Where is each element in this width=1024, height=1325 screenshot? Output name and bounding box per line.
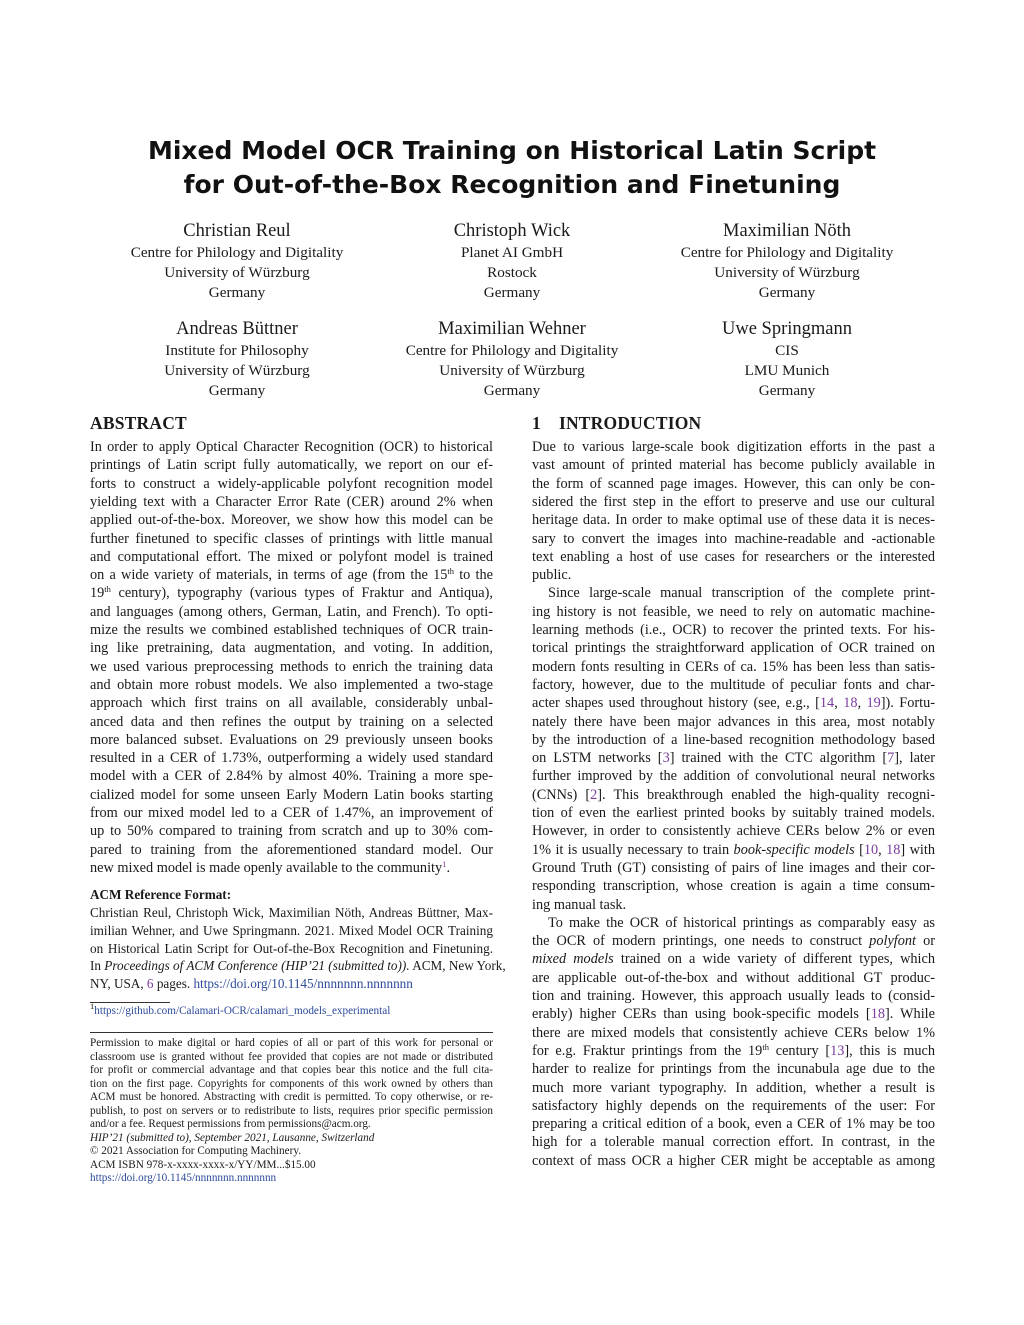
abstract-line: [90, 859, 493, 877]
intro-text: trained on a wide variety of different types, which: [620, 951, 936, 968]
citation-link[interactable]: 2: [590, 786, 598, 803]
abstract-line: and languages (among others, German, Latin, and French). To opti-: [90, 603, 493, 620]
permission-line: tion on the first page. Copyrights for components of this work owned by others than: [90, 1077, 493, 1090]
abstract-line: pared to training from the aforementioned standard model. Our: [90, 841, 493, 858]
copyright-line: © 2021 Association for Computing Machinery.: [90, 1145, 301, 1157]
permission-doi-link[interactable]: https://doi.org/10.1145/nnnnnnn.nnnnnnn: [90, 1172, 277, 1184]
author-affiliation: Germany: [758, 382, 816, 399]
abstract-line: [90, 584, 493, 602]
intro-line: tion of even the earliest printed books by suitably trained models.: [532, 805, 935, 821]
abstract-line: more balanced subset. Evaluations on 29 previously unseen books: [90, 731, 493, 748]
superscript: th: [447, 566, 454, 577]
abstract-line: anced data and then refines the output by training on a selected: [90, 713, 493, 730]
permission-line: publish, to post on servers or to redistribute to lists, requires prior specific permission: [90, 1104, 493, 1117]
isbn-line: ACM ISBN 978-x-xxxx-xxxx-x/YY/MM...$15.00: [90, 1158, 316, 1171]
intro-line: 1% it is usually necessary to train book-specific models [10, 18] with: [532, 841, 936, 858]
abstract-line: mize the results we combined established techniques of OCR train-: [90, 622, 493, 638]
intro-emphasis: mixed models: [532, 951, 614, 968]
section-number: 1: [532, 413, 541, 433]
superscript: th: [104, 584, 111, 595]
abstract-line: model with a CER of 2.84% by almost 40%. Training a more spe-: [90, 768, 493, 785]
intro-line: high for a tolerable manual correction effort. In contrast, in the: [532, 1134, 935, 1151]
author-affiliation: Centre for Philology and Digitality: [680, 244, 894, 261]
abstract-line: further finetuned to specific classes of printings with little manual: [90, 530, 493, 547]
footnote-rule: [90, 1002, 170, 1003]
abstract-line: forts to construct a widely-applicable polyfont recognition model: [90, 475, 493, 492]
footnote-mark[interactable]: 1: [442, 858, 447, 869]
intro-line: satisfactory highly depends on the requirements of the user: For: [532, 1097, 935, 1114]
acm-ref-text: NY, USA,: [90, 976, 144, 992]
author-affiliation: Germany: [483, 284, 541, 301]
author-affiliation: University of Würzburg: [439, 362, 585, 379]
intro-line: public.: [532, 567, 572, 584]
acm-ref-text: pages.: [156, 976, 191, 992]
intro-text: on LSTM networks [: [532, 750, 663, 767]
superscript: th: [762, 1041, 769, 1052]
intro-line: vast amount of printed material has become publicly available in: [532, 457, 935, 474]
intro-text: ]. While: [885, 1006, 935, 1023]
author-affiliation: CIS: [775, 342, 799, 359]
page-count-link[interactable]: 6: [146, 976, 154, 992]
intro-line: text enabling a host of use cases for researchers or the interested: [532, 548, 935, 565]
intro-emphasis: polyfont: [869, 933, 917, 950]
citation-link[interactable]: 10: [863, 841, 879, 858]
abstract-text: century), typography (various types of Fraktur and Antiqua),: [118, 585, 493, 602]
author-affiliation: University of Würzburg: [714, 264, 860, 281]
intro-line: [532, 932, 935, 950]
intro-line: learning methods (i.e., OCR) to recover the printed texts. For his-: [532, 622, 935, 638]
acm-ref-line: Christian Reul, Christoph Wick, Maximilian Nöth, Andreas Büttner, Max-: [90, 905, 493, 920]
permission-line: for profit or commercial advantage and that copies bear this notice and the full cita-: [90, 1064, 493, 1076]
intro-text: or: [923, 933, 936, 950]
author-name: Christian Reul: [183, 221, 291, 241]
intro-line: However, in order to consistently achieve CERs below 2% or even: [532, 823, 935, 840]
intro-line: ing manual task.: [532, 896, 627, 913]
intro-line: [532, 749, 935, 767]
permission-line: Permission to make digital or hard copies of all or part of this work for personal or: [90, 1037, 493, 1049]
section-title: INTRODUCTION: [558, 413, 702, 433]
intro-line: harder to realize for printings from the incunabula age due to the: [532, 1061, 935, 1078]
intro-text: ]. This breakthrough enabled the high-quality recogni-: [597, 786, 935, 803]
intro-text: ]). Fortu-: [880, 695, 936, 712]
intro-line: context of mass OCR a higher CER might be acceptable as among: [532, 1152, 935, 1169]
intro-line: tion and training. However, this approach usually leads to (consid-: [532, 988, 935, 1004]
intro-line: sary to convert the images into machine-readable and -actionable: [532, 530, 935, 547]
author-affiliation: Germany: [483, 382, 541, 399]
abstract-line: from our mixed model led to a CER of 1.47%, an improvement of: [90, 805, 493, 821]
intro-line: much more variant typography. In addition, whether a result is: [532, 1079, 935, 1096]
intro-line: torical printings the straightforward application of OCR trained on: [532, 640, 935, 657]
author-affiliation: Rostock: [487, 264, 537, 281]
author-name: Maximilian Nöth: [723, 221, 851, 241]
intro-text: erably) higher CERs than using book-specific models [: [532, 1006, 871, 1023]
citation-link[interactable]: 19: [866, 695, 881, 712]
author-affiliation: University of Würzburg: [164, 362, 310, 379]
abstract-text: on a wide variety of materials, in terms of age (from the 15: [90, 567, 448, 584]
author-affiliation: University of Würzburg: [164, 264, 310, 281]
intro-text: (CNNs) [: [532, 786, 591, 803]
abstract-line: printings of Latin script fully automatically, we report on our ef-: [90, 457, 493, 474]
intro-text: ] with: [900, 841, 936, 858]
intro-text: ], later: [894, 750, 935, 767]
intro-line: [532, 1005, 935, 1023]
citation-link[interactable]: 13: [830, 1042, 845, 1059]
author-affiliation: LMU Munich: [744, 362, 830, 379]
abstract-line: applied out-of-the-box. Moreover, we show how this model can be: [90, 512, 493, 529]
intro-line: Due to various large-scale book digitization efforts in the past a: [532, 439, 935, 455]
intro-line: modern fonts resulting in CERs of ca. 15% has been less than satis-: [532, 658, 935, 675]
intro-line: there are mixed models that consistently achieve CERs below 1%: [532, 1024, 935, 1041]
footnote-url-link[interactable]: https://github.com/Calamari-OCR/calamari_models_experimental: [94, 1005, 391, 1017]
intro-line: [532, 950, 935, 968]
author-affiliation: Planet AI GmbH: [460, 244, 564, 261]
abstract-line: In order to apply Optical Character Recognition (OCR) to historical: [90, 439, 493, 455]
citation-link[interactable]: 18: [886, 841, 901, 858]
doi-link[interactable]: https://doi.org/10.1145/nnnnnnn.nnnnnnn: [193, 976, 413, 992]
abstract-line: resulted in a CER of 1.73%, outperforming a widely used standard: [90, 750, 493, 767]
right-column: [532, 0, 935, 1325]
intro-line: ing history is not feasible, we need to rely on automatic machine-: [532, 603, 935, 620]
intro-line: by the introduction of a line-based recognition methodology based: [532, 731, 935, 748]
intro-text: [: [859, 841, 864, 858]
intro-line: responding transcription, whose creation is again a time consum-: [532, 878, 935, 895]
abstract-line: and computational effort. The mixed or polyfont model is trained: [90, 548, 493, 565]
citation-link[interactable]: 18: [843, 695, 858, 712]
permission-rule: [90, 1032, 493, 1033]
intro-text: century [: [775, 1042, 831, 1059]
left-column: [90, 0, 506, 1325]
intro-line: preparing a critical edition of a book, even a CER of 1% may be too: [532, 1116, 935, 1133]
intro-text: ] trained with the CTC algorithm [: [669, 750, 888, 767]
intro-heading: [532, 412, 701, 434]
author-name: Maximilian Wehner: [438, 319, 586, 339]
abstract-line: up to 50% compared to training from scratch and up to 30% com-: [90, 823, 493, 840]
acm-ref-heading: ACM Reference Format:: [90, 887, 232, 902]
acm-ref-line: on Historical Latin Script for Out-of-the-Box Recognition and Finetuning.: [90, 940, 493, 956]
permission-line: and/or a fee. Request permissions from permissions@acm.org.: [90, 1118, 371, 1130]
intro-line: further improved by the addition of convolutional neural networks: [532, 768, 935, 785]
acm-ref-line: [90, 975, 493, 993]
citation-link[interactable]: 7: [887, 750, 895, 767]
intro-line: heritage data. In order to make optimal use of these data it is neces-: [532, 512, 935, 529]
abstract-text: 19: [90, 585, 105, 602]
author-affiliation: Institute for Philosophy: [165, 342, 309, 359]
author-name: Christoph Wick: [453, 221, 571, 241]
intro-text: acter shapes used throughout history (see, e.g., [: [532, 695, 820, 712]
citation-link[interactable]: 14: [819, 695, 835, 712]
acm-ref-line: [90, 957, 506, 975]
footnote-number: 1: [90, 1001, 95, 1011]
author-affiliation: Germany: [758, 284, 816, 301]
abstract-text: to the: [459, 567, 493, 584]
intro-emphasis: book-specific models: [733, 841, 855, 858]
abstract-line: ing like pretraining, data augmentation, and voting. In addition,: [90, 640, 493, 657]
venue-line: HIP’21 (submitted to), September 2021, Lausanne, Switzerland: [90, 1131, 375, 1144]
intro-line: [532, 786, 935, 804]
title-line-2: for Out-of-the-Box Recognition and Finetuning: [183, 170, 841, 199]
author-affiliation: Centre for Philology and Digitality: [405, 342, 619, 359]
intro-line: factory, however, due to the multitude of peculiar fonts and char-: [532, 676, 935, 693]
abstract-heading: ABSTRACT: [90, 413, 187, 433]
intro-line: sidered the first step in the effort to preserve and use our cultural: [532, 493, 935, 510]
author-name: Uwe Springmann: [722, 319, 852, 339]
permission-line: ACM must be honored. Abstracting with credit is permitted. To copy otherwise, or re-: [90, 1091, 493, 1103]
intro-line: the form of scanned page images. However, this can only be con-: [532, 475, 935, 492]
acm-ref-line: imilian Wehner, and Uwe Springmann. 2021. Mixed Model OCR Training: [90, 922, 493, 938]
abstract-text: new mixed model is made openly available to the community: [90, 859, 443, 876]
author-affiliation: Germany: [208, 382, 266, 399]
abstract-line: and obtain more robust models. We also implemented a two-stage: [90, 676, 493, 693]
intro-line: Since large-scale manual transcription of the complete print-: [548, 585, 935, 602]
intro-text: the OCR of modern printings, one needs to construct: [532, 933, 863, 950]
intro-line: acter shapes used throughout history (see, e.g., [14, 18, 19]). Fortu-: [532, 695, 936, 712]
author-name: Andreas Büttner: [176, 319, 298, 339]
abstract-line: approach which first trains on all available, considerably unbal-: [90, 695, 493, 712]
citation-link[interactable]: 3: [662, 750, 670, 767]
permission-line: classroom use is granted without fee provided that copies are not made or distributed: [90, 1050, 493, 1063]
intro-line: To make the OCR of historical printings as comparably easy as: [548, 914, 935, 931]
intro-text: ], this is much: [844, 1042, 935, 1059]
author-affiliation: Centre for Philology and Digitality: [130, 244, 344, 261]
acm-ref-text: ACM, New York,: [412, 958, 506, 974]
intro-text: for e.g. Fraktur printings from the 19: [532, 1042, 763, 1059]
abstract-line: we used various preprocessing methods to enrich the training data: [90, 658, 493, 675]
intro-line: are applicable out-of-the-box and without additional GT produc-: [532, 969, 935, 986]
intro-line: [532, 1042, 935, 1060]
author-affiliation: Germany: [208, 284, 266, 301]
footnote: [90, 1001, 391, 1018]
abstract-text: .: [446, 859, 451, 876]
intro-line: Ground Truth (GT) consisting of pairs of line images and their cor-: [532, 859, 935, 876]
abstract-line: cialized model for some unseen Early Modern Latin books starting: [90, 786, 493, 803]
acm-ref-proceedings: Proceedings of ACM Conference (HIP’21 (submitted to)).: [104, 958, 410, 974]
abstract-line: yielding text with a Character Error Rate (CER) around 2% when: [90, 493, 493, 510]
intro-line: nately there have been major advances in this area, most notably: [532, 713, 935, 730]
title-line-1: Mixed Model OCR Training on Historical Latin Script: [147, 136, 877, 165]
acm-ref-text: In: [90, 958, 101, 974]
citation-link[interactable]: 18: [870, 1006, 885, 1023]
intro-text: 1% it is usually necessary to train: [532, 841, 730, 858]
abstract-line: [90, 566, 493, 584]
